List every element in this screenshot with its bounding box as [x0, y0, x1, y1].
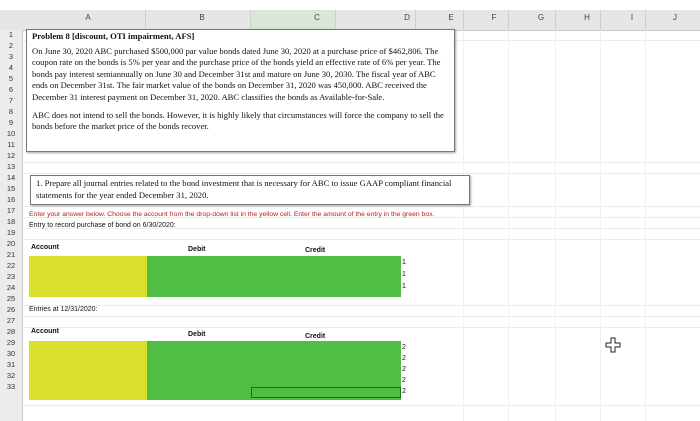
entry1-header-debit: Debit	[188, 246, 206, 253]
entry2-label: Entries at 12/31/2020:	[29, 306, 98, 313]
row-number[interactable]: 26	[6, 305, 16, 314]
row-number[interactable]: 13	[6, 162, 16, 171]
row-number[interactable]: 8	[8, 107, 14, 116]
row-number[interactable]: 29	[6, 338, 16, 347]
entry2-row-marker: 2	[402, 388, 406, 395]
column-header-f[interactable]: F	[491, 13, 497, 22]
problem-paragraph-2: ABC does not intend to sell the bonds. However, it is highly likely that circumstances will force the company to sell the bonds before the market price of the bonds recover.	[32, 109, 444, 132]
plus-cursor-icon	[605, 337, 621, 353]
column-header-e[interactable]: E	[448, 13, 454, 22]
column-header-bar	[0, 10, 700, 31]
entry1-header-account: Account	[31, 244, 59, 251]
task-text: 1. Prepare all journal entries related to the bond investment that is necessary for ABC to issue GAAP compliant financial statements for the year ended December 31, 2020.	[36, 178, 452, 200]
row-number[interactable]: 21	[6, 250, 16, 259]
row-number[interactable]: 20	[6, 239, 16, 248]
row-number[interactable]: 10	[6, 129, 16, 138]
selected-cell[interactable]	[251, 387, 401, 398]
row-header-column	[0, 30, 23, 421]
row-number[interactable]: 12	[6, 151, 16, 160]
entry1-header-credit: Credit	[305, 247, 326, 254]
row-number[interactable]: 4	[8, 63, 14, 72]
row-number[interactable]: 28	[6, 327, 16, 336]
column-header-a[interactable]: A	[85, 13, 91, 22]
row-number[interactable]: 22	[6, 261, 16, 270]
row-number[interactable]: 5	[8, 74, 14, 83]
column-header-i[interactable]: I	[630, 13, 634, 22]
entry2-row-marker: 2	[402, 366, 406, 373]
row-number[interactable]: 25	[6, 294, 16, 303]
entry2-header-credit: Credit	[305, 333, 326, 340]
row-number[interactable]: 33	[6, 382, 16, 391]
column-header-g[interactable]: G	[537, 13, 545, 22]
row-number[interactable]: 15	[6, 184, 16, 193]
problem-title: Problem 8 [discount, OTI impairment, AFS]	[32, 31, 195, 41]
row-number[interactable]: 23	[6, 272, 16, 281]
entry1-row-marker: 1	[402, 259, 406, 266]
entry2-row-marker: 2	[402, 377, 406, 384]
row-number[interactable]: 24	[6, 283, 16, 292]
row-number[interactable]: 30	[6, 349, 16, 358]
column-header-d[interactable]: D	[404, 13, 410, 22]
row-number[interactable]: 16	[6, 195, 16, 204]
problem-paragraph-1: On June 30, 2020 ABC purchased $500,000 par value bonds dated June 30, 2020 at a purchase price of $462,806. The coupon rate on the bonds is 5% per year and the purchase price of the bonds yield an effective rate of 6% per year. The bonds pay interest semiannually on June 30 and December 31st and mature on June 30, 2030. The fiscal year of ABC ends on December 31st. The fair market value of the bonds on December 31, 2020 was 450,000. ABC received the December 31 interest payment on December 31, 2020. ABC classifies the bonds as Available-for-Sale.	[32, 45, 441, 102]
row-number[interactable]: 11	[7, 140, 15, 149]
problem-text-box[interactable]	[26, 29, 455, 152]
column-header-c[interactable]: C	[314, 13, 320, 22]
row-number[interactable]: 18	[6, 217, 16, 226]
column-header-b[interactable]: B	[199, 13, 205, 22]
row-number[interactable]: 7	[8, 96, 14, 105]
row-number[interactable]: 31	[6, 360, 16, 369]
entry2-row-marker: 2	[402, 344, 406, 351]
row-number[interactable]: 3	[8, 52, 14, 61]
column-header-h[interactable]: H	[584, 13, 590, 22]
entry2-row-marker: 2	[402, 355, 406, 362]
task-text-box[interactable]	[30, 175, 470, 205]
row-number[interactable]: 19	[6, 228, 16, 237]
entry1-account-cells[interactable]	[29, 256, 147, 297]
entry2-header-account: Account	[31, 328, 59, 335]
row-number[interactable]: 14	[6, 173, 16, 182]
row-number[interactable]: 6	[8, 85, 14, 94]
entry2-header-debit: Debit	[188, 331, 206, 338]
instruction-text: Enter your answer below. Choose the account from the drop-down list in the yellow cell. Enter the amount of the entry in the green box.	[29, 211, 435, 218]
entry1-label: Entry to record purchase of bond on 6/30/2020:	[29, 222, 176, 229]
row-number[interactable]: 1	[8, 30, 14, 39]
entry2-account-cells[interactable]	[29, 341, 147, 400]
entry1-row-marker: 1	[402, 271, 406, 278]
row-number[interactable]: 32	[6, 371, 16, 380]
row-number[interactable]: 27	[6, 316, 16, 325]
row-number[interactable]: 9	[8, 118, 14, 127]
column-header-j[interactable]: J	[673, 13, 677, 22]
row-number[interactable]: 17	[6, 206, 16, 215]
row-number[interactable]: 2	[8, 41, 14, 50]
entry1-row-marker: 1	[402, 283, 406, 290]
entry1-amount-cells[interactable]	[147, 256, 401, 297]
